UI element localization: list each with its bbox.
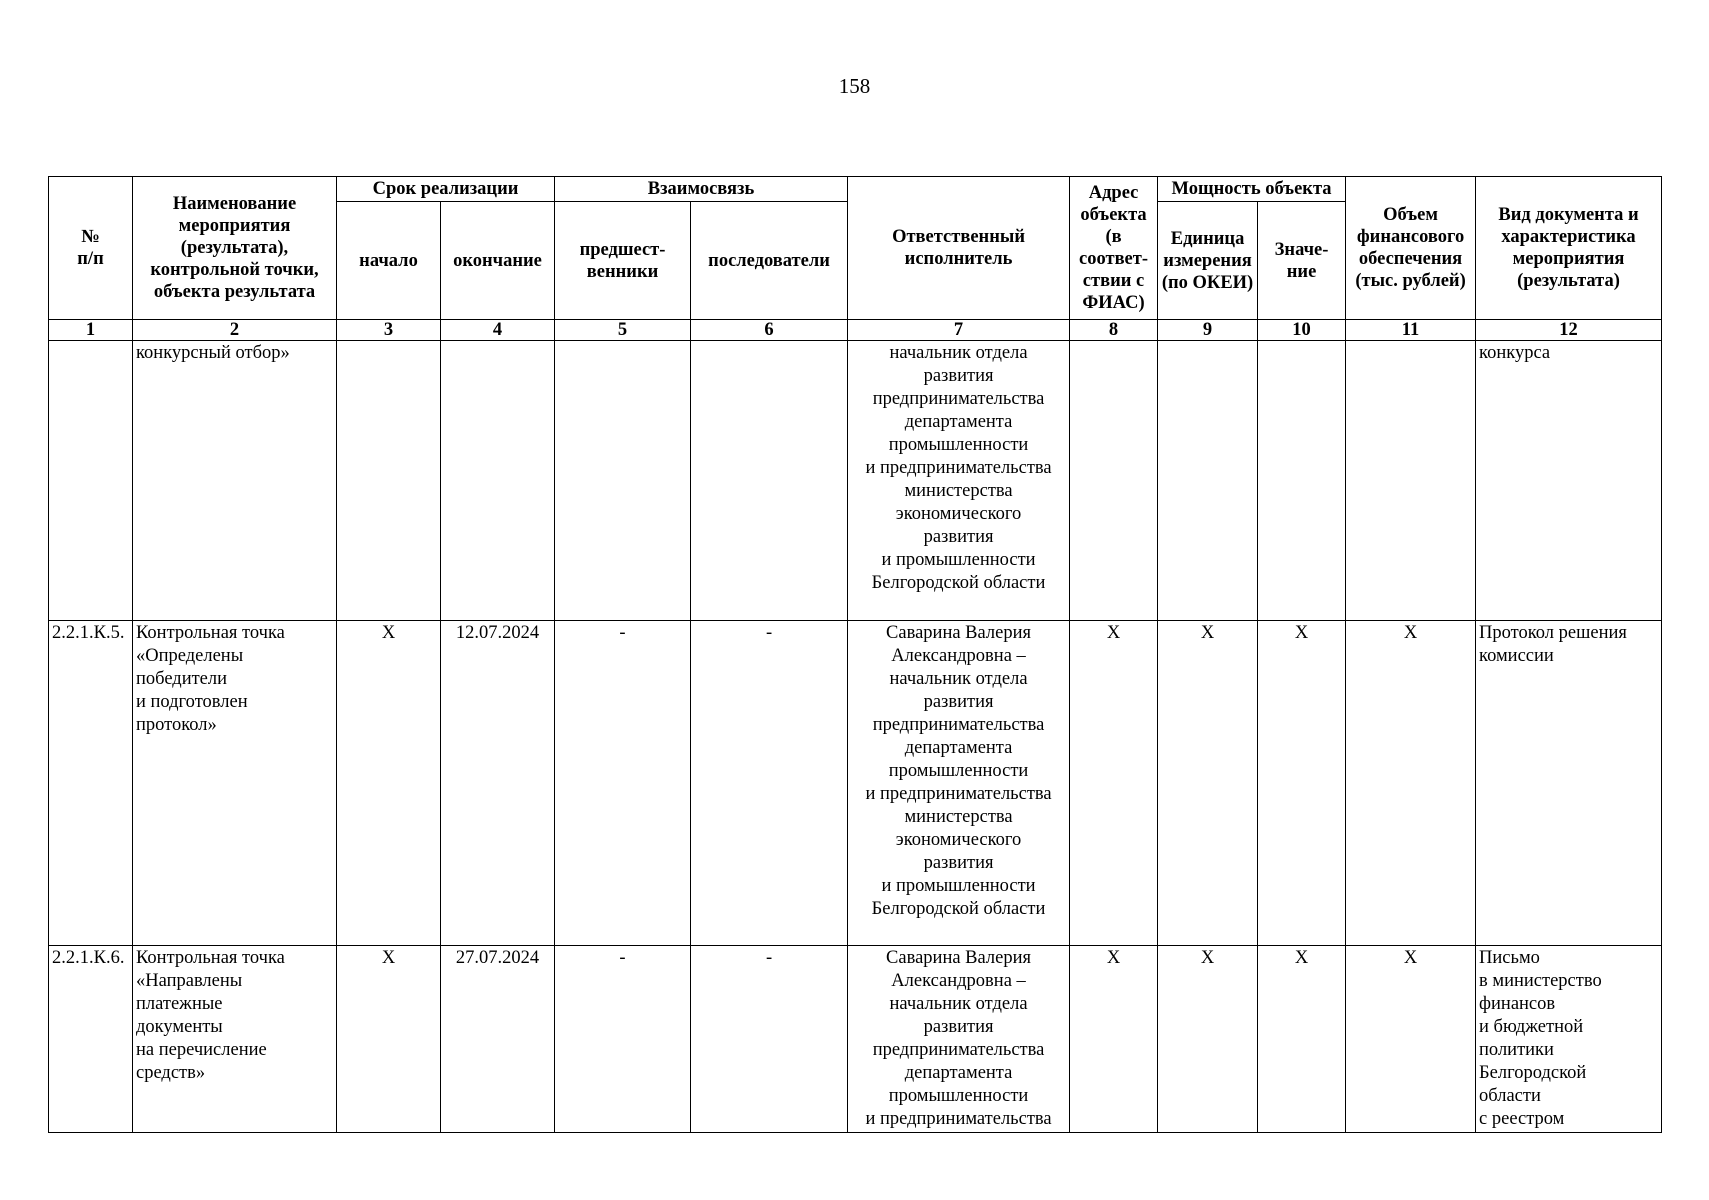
row-unit: X <box>1158 621 1258 946</box>
header-predecessors: предшест- венники <box>555 202 691 320</box>
header-address: Адрес объекта (в соответ-ствии с ФИАС) <box>1070 177 1158 320</box>
column-number: 10 <box>1258 320 1346 341</box>
column-number: 5 <box>555 320 691 341</box>
row-end: 12.07.2024 <box>441 621 555 946</box>
column-number: 7 <box>848 320 1070 341</box>
row-unit: X <box>1158 946 1258 1133</box>
header-value: Значе- ние <box>1258 202 1346 320</box>
row-successors: - <box>691 621 848 946</box>
row-executor: начальник отдела развития предпринимательства департамента промышленности и предпринимательства министерства экономического развития и промышленности Белгородской области <box>848 341 1070 621</box>
header-term-group: Срок реализации <box>337 177 555 202</box>
table-row <box>49 621 1662 946</box>
row-end <box>441 341 555 621</box>
row-finance: X <box>1346 946 1476 1133</box>
table-row <box>49 946 1662 1133</box>
row-predecessors <box>555 341 691 621</box>
column-number: 6 <box>691 320 848 341</box>
row-num: 2.2.1.К.6. <box>49 946 133 1133</box>
row-start: X <box>337 946 441 1133</box>
row-value: X <box>1258 621 1346 946</box>
header-doc: Вид документа и характеристика мероприятия (результата) <box>1476 177 1662 320</box>
row-unit <box>1158 341 1258 621</box>
column-number: 2 <box>133 320 337 341</box>
header-end: окончание <box>441 202 555 320</box>
row-start: X <box>337 621 441 946</box>
row-end: 27.07.2024 <box>441 946 555 1133</box>
header-num: № п/п <box>49 177 133 320</box>
row-executor: Саварина Валерия Александровна – начальник отдела развития предпринимательства департамента промышленности и предпринимательства <box>848 946 1070 1133</box>
row-value: X <box>1258 946 1346 1133</box>
column-number: 11 <box>1346 320 1476 341</box>
table-row <box>49 341 1662 621</box>
column-number: 3 <box>337 320 441 341</box>
row-predecessors: - <box>555 621 691 946</box>
row-num: 2.2.1.К.5. <box>49 621 133 946</box>
row-finance <box>1346 341 1476 621</box>
page-number: 158 <box>838 74 871 98</box>
row-value <box>1258 341 1346 621</box>
row-address <box>1070 341 1158 621</box>
row-executor: Саварина Валерия Александровна – начальник отдела развития предпринимательства департамента промышленности и предпринимательства министерства экономического развития и промышленности Белгородской области <box>848 621 1070 946</box>
column-number: 1 <box>49 320 133 341</box>
row-address: X <box>1070 621 1158 946</box>
row-name: Контрольная точка «Направлены платежные документы на перечисление средств» <box>133 946 337 1133</box>
header-executor: Ответственный исполнитель <box>848 177 1070 320</box>
row-predecessors: - <box>555 946 691 1133</box>
row-successors: - <box>691 946 848 1133</box>
header-unit: Единица измерения (по ОКЕИ) <box>1158 202 1258 320</box>
column-number: 9 <box>1158 320 1258 341</box>
column-number: 8 <box>1070 320 1158 341</box>
row-finance: X <box>1346 621 1476 946</box>
header-start: начало <box>337 202 441 320</box>
column-number: 4 <box>441 320 555 341</box>
header-capacity-group: Мощность объекта <box>1158 177 1346 202</box>
column-number: 12 <box>1476 320 1662 341</box>
header-name: Наименование мероприятия (результата), контрольной точки, объекта результата <box>133 177 337 320</box>
header-successors: последователи <box>691 202 848 320</box>
row-name: Контрольная точка «Определены победители и подготовлен протокол» <box>133 621 337 946</box>
row-name: конкурсный отбор» <box>133 341 337 621</box>
row-num <box>49 341 133 621</box>
row-start <box>337 341 441 621</box>
row-doc: конкурса <box>1476 341 1662 621</box>
implementation-plan-table <box>48 176 1662 1133</box>
row-successors <box>691 341 848 621</box>
header-link-group: Взаимосвязь <box>555 177 848 202</box>
header-finance: Объем финансового обеспечения (тыс. рублей) <box>1346 177 1476 320</box>
row-doc: Протокол решения комиссии <box>1476 621 1662 946</box>
row-doc: Письмо в министерство финансов и бюджетной политики Белгородской области с реестром <box>1476 946 1662 1133</box>
row-address: X <box>1070 946 1158 1133</box>
